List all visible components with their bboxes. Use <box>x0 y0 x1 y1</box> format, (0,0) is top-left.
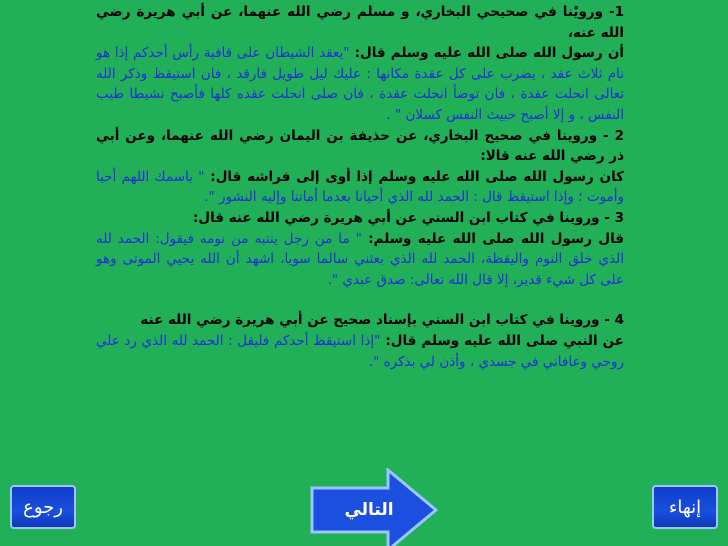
hadith-2 <box>96 126 624 208</box>
hadith-1-lead: أن رسول الله صلى الله عليه وسلم قال: <box>349 45 624 62</box>
hadith-2-intro: وروينا في صحيح البخاري، عن حذيفة بن اليمان رضي الله عنهما، وعن أبي ذر رضي الله عنه قالا: <box>96 127 624 165</box>
hadith-1-number: 1- <box>608 4 624 20</box>
hadith-4 <box>96 310 624 372</box>
hadith-text <box>96 2 624 372</box>
paragraph-gap <box>96 290 624 310</box>
next-button[interactable] <box>310 468 440 546</box>
hadith-2-number: 2 - <box>603 127 624 144</box>
hadith-4-lead: عن النبي صلى الله عليه وسلم قال: <box>380 332 624 349</box>
hadith-1 <box>96 2 624 126</box>
next-button-label: التالي <box>344 500 394 520</box>
hadith-2-lead: كان رسول الله صلى الله عليه وسلم إذا أوى إلى فراشه قال: <box>204 168 624 185</box>
hadith-1-intro: ورويْنا في صحيحي البخاري، و مسلم رضي الله عنهما، عن أبي هريرة رضي الله عنه، <box>96 4 624 41</box>
hadith-4-intro: وروينا في كتاب ابن السني بإسناد صحيح عن أبي هريرة رضي الله عنه <box>140 312 605 329</box>
hadith-4-quote: "إذا استيقظ أحدكم فليقل : الحمد لله الذي رد علي روحي وعافاني في جسدي ، وأذن لي بذكره ". <box>96 332 624 370</box>
hadith-3 <box>96 208 624 290</box>
back-button-label: رجوع <box>23 496 63 518</box>
hadith-4-number: 4 - <box>604 312 624 329</box>
back-button[interactable] <box>10 485 76 529</box>
hadith-2-quote: " باسمك اللهم أحيا وأموت ؛ وإذا استيقظ قال : الحمد لله الذي أحيانا بعدما أماتنا وإليه النشور ". <box>96 168 624 206</box>
hadith-3-number: 3 - <box>604 209 624 226</box>
hadith-1-quote: "يعقد الشيطان على قافية رأس أحدكم إذا هو نام ثلاث عقد ، يضرب على كل عقدة مكانها : عليك ليل طويل فارقد ، فان استيقظ وذكر الله تعالى انحلت عقدة ، فان توضأ انحلت عقدة ، فان صلى انحلت عقده كلها فأصبح نشيطا طيب النفس ، و إلا أصبح خبيث النفس كسلان " . <box>96 45 624 123</box>
hadith-3-lead: قال رسول الله صلى الله عليه وسلم: <box>361 230 624 247</box>
end-button-label: إنهاء <box>668 496 702 518</box>
hadith-3-intro: وروينا في كتاب ابن السني عن أبي هريرة رضي الله عنه قال: <box>193 209 605 226</box>
hadith-3-quote: " ما من رجل ينتبه من نومه فيقول: الحمد لله الذي خلق النوم واليقظة، الحمد لله الذي بعثني سالما سويا، اشهد أن الله يحيي الموتى وهو على كل شيء قدير، إلا قال الله تعالى: صدق عبدي ". <box>96 230 624 288</box>
end-button[interactable] <box>652 485 718 529</box>
